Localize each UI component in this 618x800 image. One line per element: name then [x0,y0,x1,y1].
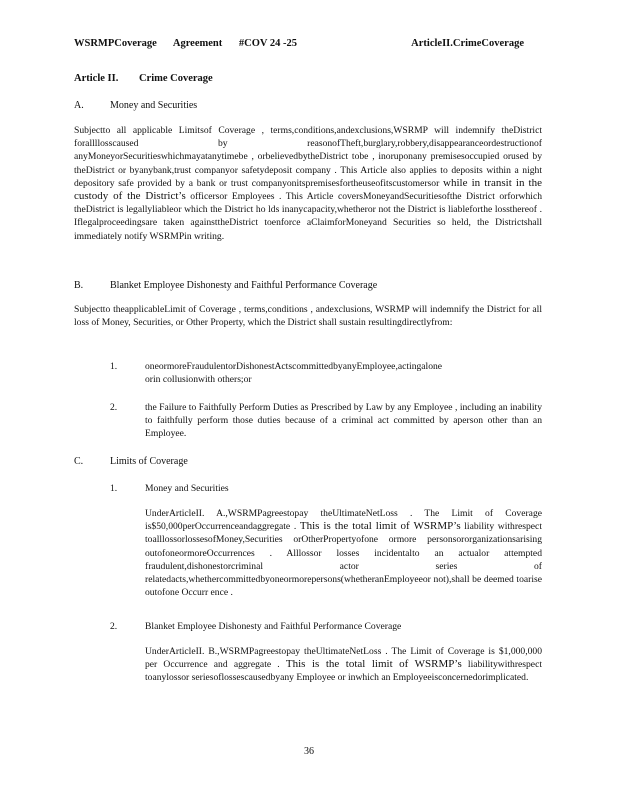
section-b-paragraph: Subjectto theapplicableLimit of Coverage , terms,conditions , andexclusions, WSRMP will indemnify the District for all loss of Money, Securities, or Other Property, which the District shall sustain resultingdirectlyfrom: [74,304,542,329]
section-b-heading: B. Blanket Employee Dishonesty and Faithful Performance Coverage [74,280,378,291]
transit-text: while in transit in the custody of the District’s [74,176,542,203]
section-c-heading: C. Limits of Coverage [74,456,188,467]
total-limit-text-1: This is the total limit of WSRMP’s [299,520,461,533]
section-a-paragraph: Subjectto all applicable Limitsof Coverage , terms,conditions,andexclusions,WSRMP will indemnify theDistrict forallllosscaused by reasonofTheft,burglary,robbery,disappearanceordestructionof anyMoneyorSecuritieswhichmayatanytimebe , orbelievedbytheDistrict tobe , inoruponany premisesoccupied orused by theDistrict or byanybank,trust companyor safetydeposit company . This Article also applies to deposits within a night depository safe provided by a bank or trust companyonitspremisesfortheuseofitscustomersor while in transit in the custody of the District’s officersor Employees . This Article coversMoneyandSecuritiesofthe District orforwhich theDistrict is legallyliableor which the District ho lds inanycapacity,whetheror not the District is liableforthe lossthereof . Iflegalproceedingsare taken againsttheDistrict toenforce aClaimforMoneyand Securities so held, the Districtshall immediately notify WSRMPin writing. [74,125,542,242]
header-coverage: WSRMPCoverage [74,38,157,49]
article-name: Crime Coverage [138,73,213,84]
total-limit-text-2: This is the total limit of WSRMP’s [285,658,462,671]
article-number: Article II. [74,73,119,84]
document-page: WSRMPCoverage Agreement #COV 24 -25 ArticleII.CrimeCoverage Article II. Crime Coverage A. Money and Securities Subjectto all applicable Limitsof Coverage , terms,conditions,andexclusions,WSRMP will indemnify theDistrict forallllosscaused by reasonofTheft,burglary,robbery,disappearanceordestructionof anyMoneyorSecuritieswhichmayatanytimebe , orbelievedbytheDistrict tobe , inoruponany premisesoccupied orused by theDistrict or byanybank,trust companyor safetydeposit company . This Article also applies to deposits within a night depository safe provided by a bank or trust companyonitspremisesfortheuseofitscustomersor while in transit in the custody of the District’s officersor Employees . This Article coversMoneyandSecuritiesofthe District orforwhich theDistrict is legallyliableor which the District ho lds inanycapacity,whetheror not the District is liableforthe lossthereof . Iflegalproceedingsare taken againsttheDistrict toenforce aClaimforMoneyand Securities so held, the Districtshall immediately notify WSRMPin writing. B. Blanket Employee Dishonesty and Faithful Performance Coverage Subjectto theapplicableLimit of Coverage , terms,conditions , andexclusions, WSRMP will indemnify the District for all loss of Money, Securities, or Other Property, which the District shall sustain resultingdirectlyfrom: 1. oneormoreFraudulentorDishonestActscommittedbyanyEmployee,actingalone orin collusionwith others;or 2. the Failure to Faithfully Perform Duties as Prescribed by Law by any Employee , including an inability to faithfully perform those duties because of a criminal act committed by aperson other than an Employee. C. Limits of Coverage 1. Money and Securities UnderArticleII. A.,WSRMPagreestopay theUltimateNetLoss . The Limit of Coverage is$50,000perOccurrenceandaggregate . This is the total limit of WSRMP’s liability withrespect toalllossorlossesofMoney,Securities orOtherPropertyofone ormore personsororganizationsarising outofoneormoreOccurrences . Alllossor losses incidentalto an actualor attempted fraudulent,dishonestorcriminal actor series of relatedacts,whethercommittedbyoneormorepersons(whetheranEmployeeor not),shall be deemed toarise outofone Occurr ence . 2. Blanket Employee Dishonesty and Faithful Performance Coverage UnderArticleII. B.,WSRMPagreestopay theUltimateNetLoss . The Limit of Coverage is $1,000,000 per Occurrence and aggregate . This is the total limit of WSRMP’s liabilitywithrespect toanylossor seriesoflossescausedbyany Employee or inwhich an Employeeisconcernedorimplicated. 36 [0,0,618,800]
article-title [74,73,231,84]
header-article: ArticleII.CrimeCoverage [411,38,524,49]
page-header [74,38,524,49]
header-agreement: Agreement [172,38,223,49]
section-a-heading: A. Money and Securities [74,100,198,111]
page-number: 36 [304,746,314,757]
section-c-sub1-paragraph: UnderArticleII. A.,WSRMPagreestopay theUltimateNetLoss . The Limit of Coverage is$50,000perOccurrenceandaggregate . This is the total limit of WSRMP’s liability withrespect toalllossorlossesofMoney,Securities orOtherPropertyofone ormore personsororganizationsarising outofoneormoreOccurrences . Alllossor losses incidentalto an actualor attempted fraudulent,dishonestorcriminal actor series of relatedacts,whethercommittedbyoneormorepersons(whetheranEmployeeor not),shall be deemed toarise outofone Occurr ence . [145,508,542,599]
section-c-sub2-paragraph: UnderArticleII. B.,WSRMPagreestopay theUltimateNetLoss . The Limit of Coverage is $1,000,000 per Occurrence and aggregate . This is the total limit of WSRMP’s liabilitywithrespect toanylossor seriesoflossescausedbyany Employee or inwhich an Employeeisconcernedorimplicated. [145,646,542,684]
header-cov-number: #COV 24 -25 [238,38,297,49]
